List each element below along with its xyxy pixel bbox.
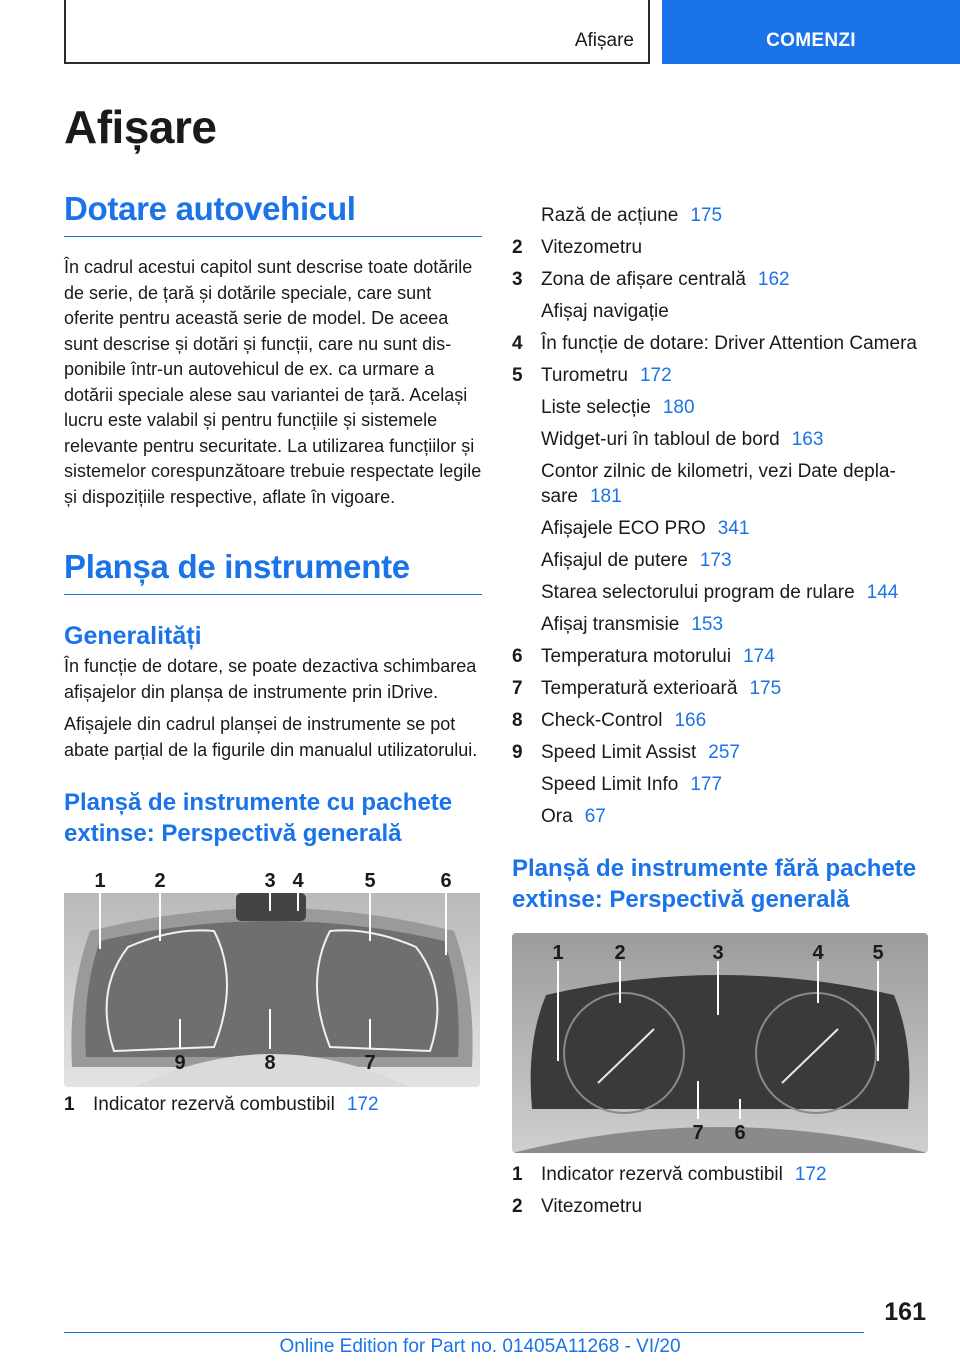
list-item-text: Afișajul de putere [541, 550, 688, 571]
list-item-number [512, 424, 541, 456]
callout-label: 4 [812, 942, 824, 964]
callout-label: 3 [264, 871, 276, 892]
list-with-packages-start [64, 1089, 482, 1121]
list-item-number: 4 [512, 333, 523, 354]
callout-label: 6 [440, 871, 452, 892]
heading-generalitati: Generalități [64, 622, 202, 650]
page-reference-link[interactable]: 175 [749, 678, 782, 699]
heading-dotare-autovehicul: Dotare autovehicul [64, 190, 482, 237]
list-with-packages-continued [512, 200, 932, 833]
list-item-number [512, 545, 541, 577]
list-item-number: 2 [512, 237, 523, 258]
callout-label: 8 [264, 1052, 276, 1074]
header-chapter-label: COMENZI [766, 30, 856, 51]
list-item-text: Indicator rezervă combustibil [93, 1094, 335, 1115]
callout-label: 6 [734, 1122, 746, 1144]
callout-label: 4 [292, 871, 304, 892]
list-item-text: În funcție de dotare: Driver Attention Camera [541, 333, 917, 354]
list-item-text: Vitezometru [541, 1196, 643, 1217]
list-item-number: 8 [512, 710, 523, 731]
list-item-text: Zona de afișare centrală [541, 269, 746, 290]
list-item-number [512, 296, 541, 328]
list-without-packages [512, 1159, 932, 1223]
cluster-image-with-packages [64, 871, 480, 1087]
footer-edition: Online Edition for Part no. 01405A11268 - VI/20 [279, 1336, 681, 1357]
list-item-number [512, 200, 541, 232]
dotare-paragraph: În cadrul acestui capitol sunt descrise toate dotările de serie, de țară și dotările speciale, care sunt oferite pentru această serie de model. De aceea sunt descrise și dotări și funcții, care nu sunt disponibile într-un autovehicul de ex. ca urmare a dotării speciale alese sau variantei de țară. Același lucru este valabil și pentru funcțiile și sistemele relevante pentru securitate. La utilizarea funcțiilor și sistemelor corespunzătoare trebuie respectate legile și dispozițiile respective, aflate în vigoare. [64, 257, 482, 507]
general-paragraph-1: În funcție de dotare, se poate dezactiva schimbarea afișajelor din planșa de instrumente prin iDrive. [64, 656, 477, 702]
page-reference-link[interactable]: 144 [866, 582, 899, 603]
list-item-text: Rază de acțiune [541, 205, 679, 226]
list-item-text: Afișaj navigație [541, 301, 669, 322]
list-item-text: Contor zilnic de kilometri, vezi Date deplasare [541, 461, 896, 507]
right-column [512, 200, 932, 1223]
callout-label: 5 [364, 871, 376, 892]
page-reference-link[interactable]: 174 [743, 646, 775, 667]
general-paragraph-2: Afișajele din cadrul planșei de instrumente se pot abate parțial de la figurile din manualul utilizatorului. [64, 714, 478, 760]
page-reference-link[interactable]: 172 [346, 1094, 379, 1115]
list-item-text: Afișajele ECO PRO [541, 518, 706, 539]
list-item-text: Widget-uri în tabloul de bord [541, 429, 780, 450]
callout-label: 5 [872, 942, 884, 964]
page-reference-link[interactable]: 67 [584, 806, 606, 827]
list-item-number: 7 [512, 678, 523, 699]
page-reference-link[interactable]: 180 [662, 397, 695, 418]
cluster-image-without-packages [512, 933, 928, 1153]
page-number: 161 [884, 1298, 926, 1326]
list-item-text: Ora [541, 806, 573, 827]
page-reference-link[interactable]: 341 [717, 518, 750, 539]
footer-divider [64, 1332, 864, 1333]
heading-plansa-instrumente: Planșa de instrumente [64, 548, 482, 595]
list-item-text: Vitezometru [541, 237, 643, 258]
left-column [64, 190, 482, 1121]
list-item-text: Indicator rezervă combustibil [541, 1164, 783, 1185]
list-item-number: 1 [64, 1094, 75, 1115]
list-item-text: Liste selecție [541, 397, 651, 418]
page-title: Afișare [64, 101, 217, 153]
page-reference-link[interactable]: 163 [791, 429, 824, 450]
list-item-number: 5 [512, 365, 523, 386]
list-item-number [512, 459, 541, 509]
page-reference-link[interactable]: 173 [699, 550, 732, 571]
list-item-text: Speed Limit Assist [541, 742, 697, 763]
callout-label: 1 [552, 942, 564, 964]
list-item-text: Speed Limit Info [541, 774, 679, 795]
list-item-text: Temperatura motorului [541, 646, 732, 667]
cluster-screen [531, 975, 910, 1109]
header-section-label: Afișare [574, 30, 634, 51]
page-reference-link[interactable]: 175 [690, 205, 723, 226]
callout-label: 7 [692, 1122, 704, 1144]
page-reference-link[interactable]: 177 [690, 774, 723, 795]
list-item-text: Starea selectorului program de rulare [541, 582, 855, 603]
list-item [64, 1089, 482, 1121]
page-reference-link[interactable]: 153 [691, 614, 724, 635]
callout-label: 3 [712, 942, 724, 964]
list-item-text: Afișaj transmisie [541, 614, 680, 635]
callout-label: 7 [364, 1052, 376, 1074]
callout-label: 1 [94, 871, 106, 892]
list-item-number [512, 609, 541, 641]
list-item-number [512, 392, 541, 424]
page-reference-link[interactable]: 181 [589, 486, 622, 507]
page-reference-link[interactable]: 166 [674, 710, 707, 731]
page-reference-link[interactable]: 162 [757, 269, 790, 290]
list-item-number [512, 513, 541, 545]
list-item-number: 2 [512, 1196, 523, 1217]
callout-label: 2 [154, 871, 166, 892]
callout-label: 2 [614, 942, 626, 964]
list-item-text: Turometru [541, 365, 628, 386]
list-item-number: 9 [512, 742, 523, 763]
list-item-number: 1 [512, 1164, 523, 1185]
heading-cluster-with-packages: Planșă de instrumente cu pachete extinse: Perspectivă generală [64, 789, 453, 847]
page-reference-link[interactable]: 257 [708, 742, 740, 763]
page-reference-link[interactable]: 172 [794, 1164, 827, 1185]
heading-cluster-without-packages: Planșă de instrumente fără pachete extinse: Perspectivă generală [512, 855, 917, 913]
list-item-number [512, 769, 541, 801]
header-chapter-tab[interactable] [662, 0, 960, 64]
list-item-number: 3 [512, 269, 523, 290]
list-item-number [512, 577, 541, 609]
list-item-number: 6 [512, 646, 523, 667]
header-section-tab [64, 0, 650, 64]
list-item-text: Temperatură exterioară [541, 678, 738, 699]
page-reference-link[interactable]: 172 [639, 365, 672, 386]
list-item-text: Check-Control [541, 710, 663, 731]
callout-label: 9 [174, 1052, 186, 1074]
list-item-number [512, 801, 541, 833]
